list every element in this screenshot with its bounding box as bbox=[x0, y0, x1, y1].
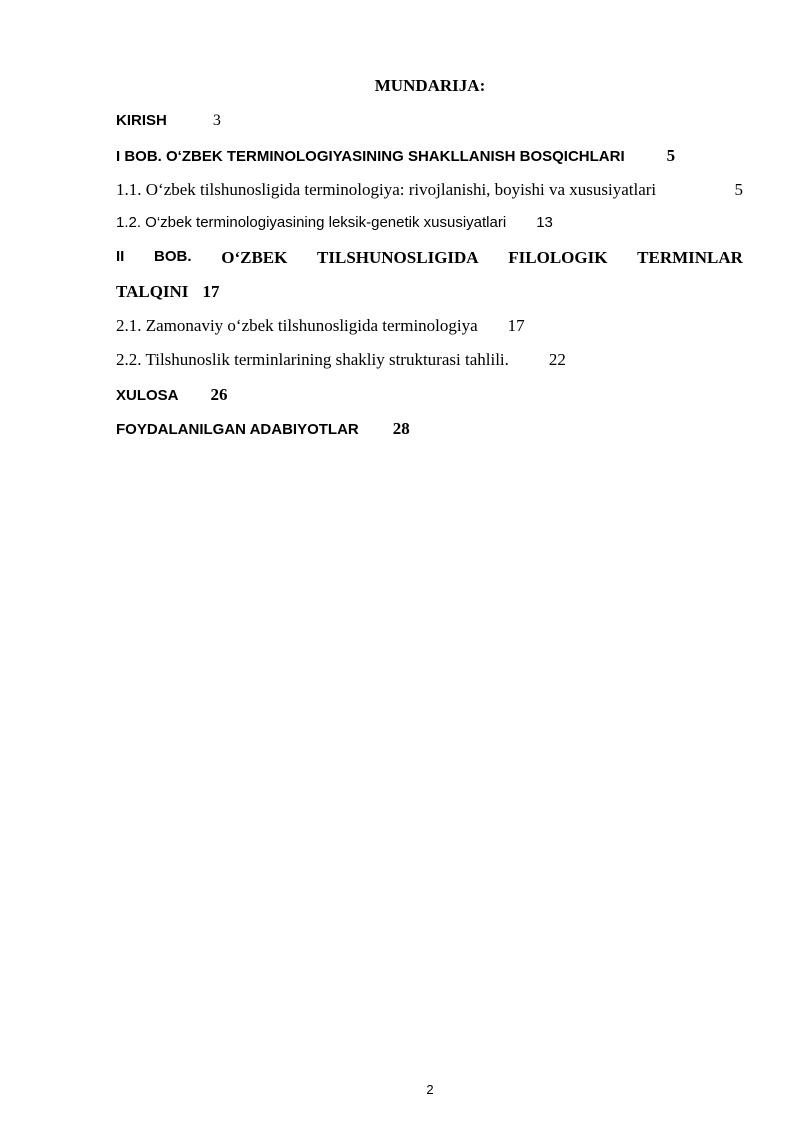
toc-entry-label: XULOSA bbox=[116, 387, 179, 404]
toc-word: TILSHUNOSLIGIDA bbox=[317, 248, 479, 267]
toc-entry-page: 22 bbox=[548, 350, 566, 369]
toc-word: O‘ZBEK bbox=[221, 248, 288, 267]
toc-entry-page: 17 bbox=[202, 282, 220, 301]
page-number: 2 bbox=[426, 1082, 434, 1097]
toc-entry-page: 28 bbox=[392, 419, 410, 438]
toc-word: FILOLOGIK bbox=[508, 248, 608, 267]
toc-entry-label: FOYDALANILGAN ADABIYOTLAR bbox=[116, 421, 359, 438]
toc-entry-kirish bbox=[116, 112, 221, 130]
toc-entry-page: 3 bbox=[212, 112, 221, 129]
toc-entry-label: 1.2. O‘zbek terminologiyasining leksik-genetik xususiyatlari bbox=[116, 214, 507, 231]
toc-word: TERMINLAR bbox=[637, 248, 743, 267]
toc-word: BOB. bbox=[154, 248, 192, 265]
toc-entry-bob1 bbox=[116, 146, 675, 166]
toc-entry-label: 2.1. Zamonaviy o‘zbek tilshunosligida terminologiya bbox=[116, 316, 478, 335]
toc-entry-page: 5 bbox=[734, 180, 743, 199]
toc-entry-label: 2.2. Tilshunoslik terminlarining shakliy strukturasi tahlili. bbox=[116, 350, 509, 369]
toc-entry-page: 5 bbox=[666, 146, 676, 165]
toc-entry-adabiyotlar bbox=[116, 419, 410, 439]
toc-entry-page: 26 bbox=[210, 385, 228, 404]
toc-entry-1-2 bbox=[116, 214, 553, 232]
toc-entry-2-1 bbox=[116, 316, 525, 336]
toc-word: II bbox=[116, 248, 125, 265]
toc-entry-label: 1.1. O‘zbek tilshunosligida terminologiya: rivojlanishi, boyishi va xususiyatlari bbox=[116, 180, 657, 199]
toc-entry-bob2 bbox=[116, 248, 743, 268]
toc-entry-xulosa bbox=[116, 385, 228, 405]
toc-entry-label: TALQINI bbox=[116, 282, 189, 301]
toc-entry-bob2-continued bbox=[116, 282, 219, 302]
toc-entry-label: KIRISH bbox=[116, 112, 167, 129]
toc-entry-1-1 bbox=[116, 180, 743, 200]
toc-entry-page: 13 bbox=[536, 214, 553, 231]
page-title: MUNDARIJA: bbox=[374, 76, 486, 95]
toc-entry-2-2 bbox=[116, 350, 566, 370]
toc-entry-page: 17 bbox=[507, 316, 525, 335]
toc-entry-label: I BOB. O‘ZBEK TERMINOLOGIYASINING SHAKLLANISH BOSQICHLARI bbox=[116, 148, 625, 165]
